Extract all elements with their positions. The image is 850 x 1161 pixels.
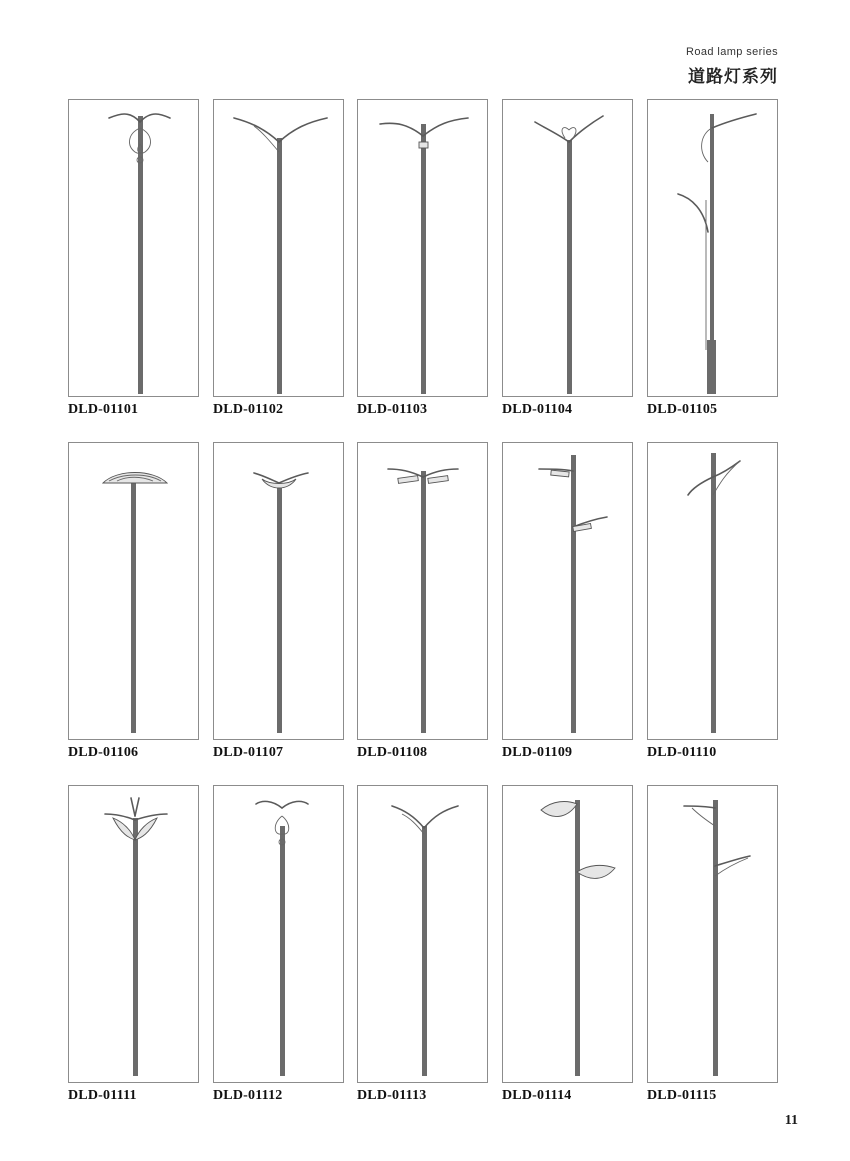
lamp-illustration-01102: [214, 100, 343, 396]
product-code-01109: DLD-01109: [502, 745, 573, 760]
product-card-01101: [68, 99, 199, 397]
product-card-01107: [213, 442, 344, 740]
product-code-01108: DLD-01108: [357, 745, 428, 760]
lamp-illustration-01105: [648, 100, 777, 396]
product-code-01115: DLD-01115: [647, 1088, 717, 1103]
lamp-illustration-01108: [358, 443, 487, 739]
product-code-01103: DLD-01103: [357, 402, 428, 417]
product-code-01102: DLD-01102: [213, 402, 284, 417]
product-card-01105: [647, 99, 778, 397]
lamp-illustration-01113: [358, 786, 487, 1082]
lamp-illustration-01112: [214, 786, 343, 1082]
product-card-01115: [647, 785, 778, 1083]
product-code-01110: DLD-01110: [647, 745, 717, 760]
product-card-01114: [502, 785, 633, 1083]
product-card-01113: [357, 785, 488, 1083]
product-code-01105: DLD-01105: [647, 402, 718, 417]
product-card-01103: [357, 99, 488, 397]
product-card-01110: [647, 442, 778, 740]
lamp-illustration-01111: [69, 786, 198, 1082]
product-card-01104: [502, 99, 633, 397]
lamp-illustration-01106: [69, 443, 198, 739]
product-card-01109: [502, 442, 633, 740]
product-code-01107: DLD-01107: [213, 745, 284, 760]
lamp-illustration-01107: [214, 443, 343, 739]
product-card-01102: [213, 99, 344, 397]
product-code-01104: DLD-01104: [502, 402, 573, 417]
lamp-illustration-01104: [503, 100, 632, 396]
product-code-01106: DLD-01106: [68, 745, 139, 760]
lamp-illustration-01114: [503, 786, 632, 1082]
series-title-cn: 道路灯系列: [688, 67, 778, 87]
product-card-01106: [68, 442, 199, 740]
series-title-en: Road lamp series: [686, 46, 778, 58]
product-card-01108: [357, 442, 488, 740]
product-code-01111: DLD-01111: [68, 1088, 137, 1103]
product-card-01112: [213, 785, 344, 1083]
product-code-01101: DLD-01101: [68, 402, 139, 417]
lamp-illustration-01101: [69, 100, 198, 396]
product-code-01112: DLD-01112: [213, 1088, 283, 1103]
lamp-illustration-01103: [358, 100, 487, 396]
lamp-illustration-01115: [648, 786, 777, 1082]
page-number: 11: [784, 1113, 798, 1128]
product-code-01113: DLD-01113: [357, 1088, 427, 1103]
product-code-01114: DLD-01114: [502, 1088, 572, 1103]
lamp-illustration-01110: [648, 443, 777, 739]
lamp-illustration-01109: [503, 443, 632, 739]
product-card-01111: [68, 785, 199, 1083]
